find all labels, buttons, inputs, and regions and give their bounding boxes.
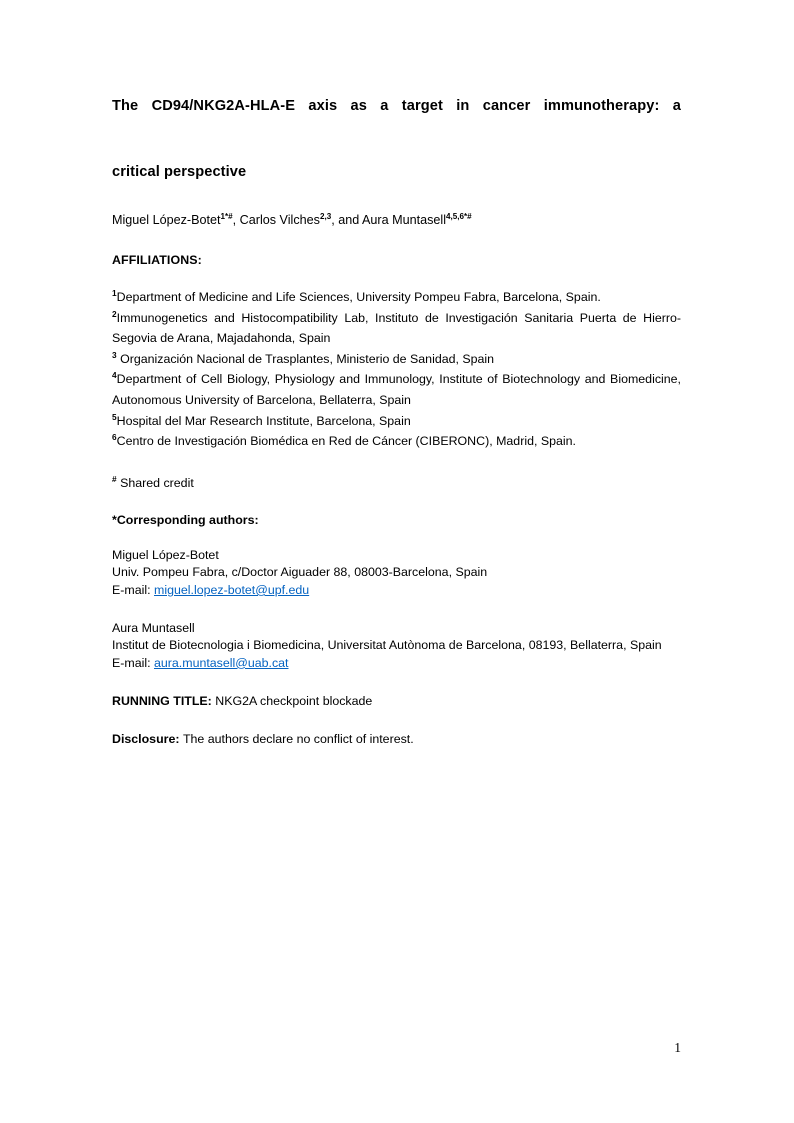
corresponding-author-block: [112, 547, 681, 600]
email-link[interactable]: miguel.lopez-botet@upf.edu: [154, 582, 310, 597]
affiliation-text: Immunogenetics and Histocompatibility Lab, Instituto de Investigación Sanitaria Puerta de Hierro- Segovia de Arana, Majadahonda, Spain: [112, 310, 681, 346]
disclosure-label: Disclosure:: [112, 732, 183, 747]
author-affil-marker-2: 2,3: [319, 211, 332, 221]
affiliation-item: [112, 287, 681, 308]
affiliation-text: Department of Medicine and Life Sciences, University Pompeu Fabra, Barcelona, Spain.: [116, 290, 601, 304]
page-number: 1: [674, 1040, 681, 1055]
affiliation-item: [112, 431, 681, 452]
shared-credit-marker: #: [112, 473, 117, 484]
affiliation-item: [112, 349, 681, 370]
affiliation-marker: 3: [112, 349, 117, 360]
author-name-1: Miguel López-Botet: [112, 213, 221, 227]
affiliation-text: Department of Cell Biology, Physiology and Immunology, Institute of Biotechnology and Biomedicine, Autonomous University of Barcelona, Bellaterra, Spain: [112, 372, 681, 407]
corresponding-author-name: Miguel López-Botet: [112, 547, 219, 562]
author-name-3: Aura Muntasell: [362, 213, 447, 227]
author-affil-marker-3: 4,5,6*#: [446, 211, 472, 221]
affiliation-text: Hospital del Mar Research Institute, Barcelona, Spain: [116, 413, 411, 428]
affiliation-item: [112, 369, 681, 410]
affiliation-marker: 4: [112, 370, 117, 381]
title-line-1: The CD94/NKG2A-HLA-E axis as a target in cancer immunotherapy: a: [112, 98, 681, 114]
page-title: [112, 90, 681, 189]
author-separator-1: ,: [232, 213, 240, 227]
author-separator-2: , and: [331, 213, 363, 227]
disclosure-value: The authors declare no conflict of interest.: [182, 732, 414, 747]
affiliation-marker: 5: [112, 411, 117, 422]
title-line-2: critical perspective: [112, 164, 247, 180]
email-link[interactable]: aura.muntasell@uab.cat: [154, 655, 289, 670]
affiliation-text: Organización Nacional de Trasplantes, Ministerio de Sanidad, Spain: [116, 351, 495, 366]
email-label: E-mail:: [112, 582, 154, 597]
affiliation-marker: 2: [112, 308, 117, 319]
author-affil-marker-1: 1*#: [220, 211, 233, 221]
document-body: [112, 90, 681, 748]
affiliation-text: Centro de Investigación Biomédica en Red de Cáncer (CIBERONC), Madrid, Spain.: [116, 434, 576, 449]
shared-credit-note: [112, 473, 681, 493]
affiliation-marker: 1: [112, 287, 117, 298]
corresponding-author-block: [112, 620, 681, 673]
author-name-2: Carlos Vilches: [239, 213, 320, 227]
email-label: E-mail:: [112, 655, 154, 670]
corresponding-author-email-line: [112, 655, 681, 673]
affiliations-heading: AFFILIATIONS:: [112, 253, 202, 267]
affiliation-item: [112, 411, 681, 432]
corresponding-author-name: Aura Muntasell: [112, 620, 195, 635]
disclosure: [112, 730, 681, 748]
affiliation-marker: 6: [112, 432, 117, 443]
corresponding-author-address: Univ. Pompeu Fabra, c/Doctor Aiguader 88, 08003-Barcelona, Spain: [112, 565, 488, 580]
corresponding-authors-heading: *Corresponding authors:: [112, 512, 259, 527]
affiliations-list: [112, 287, 681, 452]
running-title-value: NKG2A checkpoint blockade: [215, 694, 373, 709]
corresponding-author-email-line: [112, 582, 681, 600]
running-title: [112, 692, 681, 710]
shared-credit-text: Shared credit: [116, 475, 194, 490]
corresponding-author-address: Institut de Biotecnologia i Biomedicina, Universitat Autònoma de Barcelona, 08193, Bellaterra, Spain: [112, 638, 662, 653]
author-list: [112, 211, 681, 229]
affiliation-item: [112, 308, 681, 349]
running-title-label: RUNNING TITLE:: [112, 694, 216, 709]
